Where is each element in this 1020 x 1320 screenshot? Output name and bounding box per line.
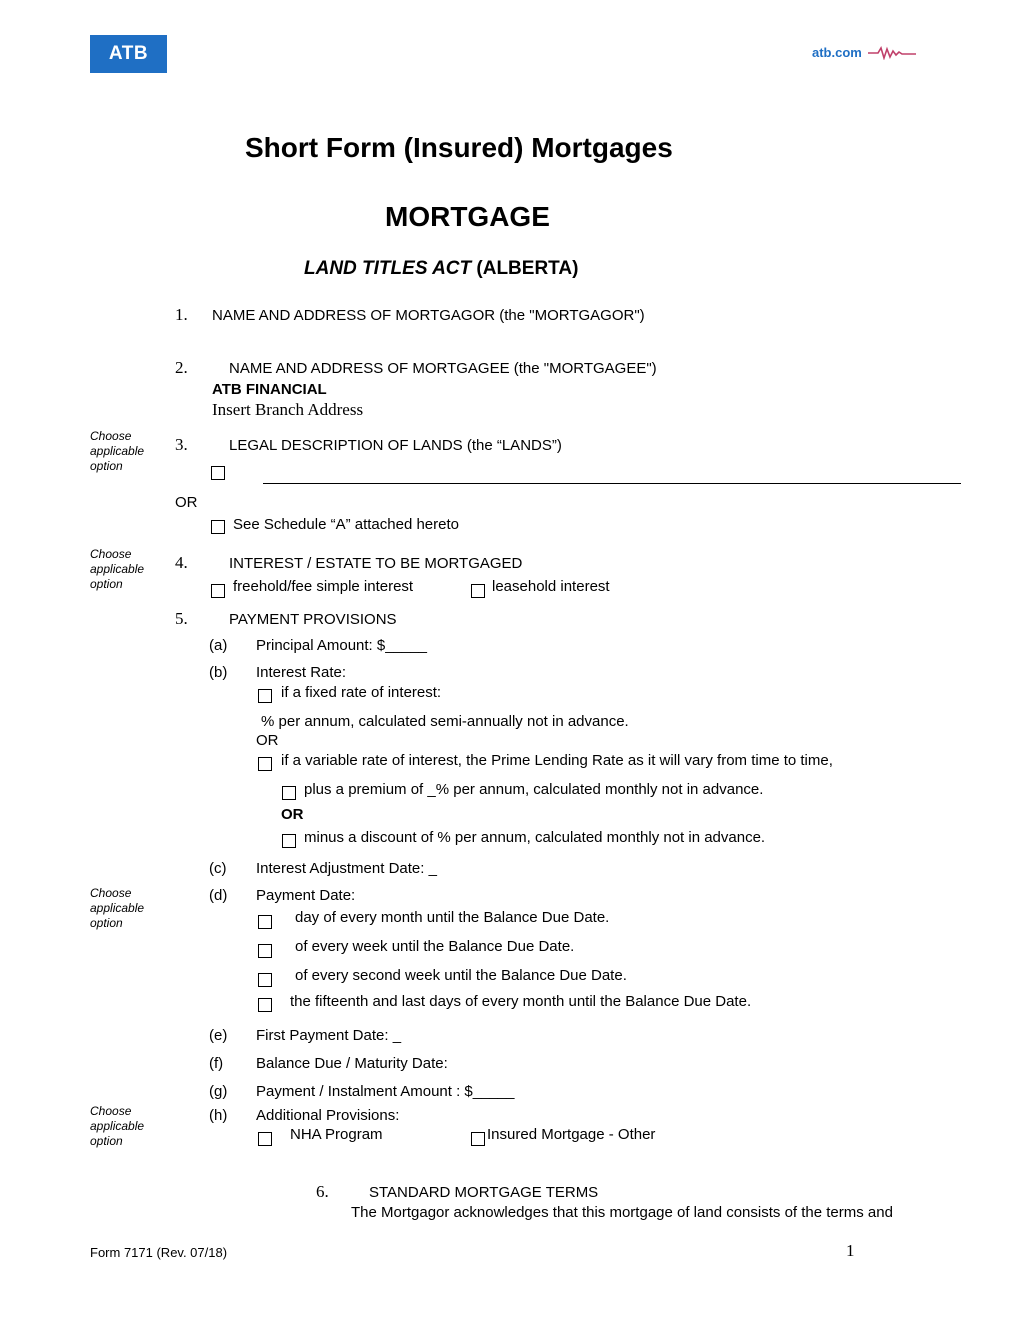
variable-rate-checkbox[interactable] (258, 757, 272, 771)
premium-checkbox[interactable] (282, 786, 296, 800)
biweekly-payment-checkbox[interactable] (258, 973, 272, 987)
mortgagee-name: ATB FINANCIAL (212, 381, 327, 398)
weekly-payment-label: of every week until the Balance Due Date. (295, 938, 575, 955)
site-url: atb.com (812, 45, 862, 60)
form-number: Form 7171 (Rev. 07/18) (90, 1245, 228, 1260)
schedule-a-checkbox[interactable] (211, 520, 225, 534)
section-1-number: 1. (175, 305, 188, 324)
section-3-number: 3. (175, 435, 188, 454)
discount-label: minus a discount of % per annum, calculated monthly not in advance. (304, 829, 766, 846)
payment-date-label: Payment Date: (256, 887, 356, 904)
fixed-rate-label: if a fixed rate of interest: (281, 684, 442, 701)
biweekly-payment-label: of every second week until the Balance Due Date. (295, 967, 627, 984)
rate-or-separator: OR (256, 732, 279, 749)
section-6-text: The Mortgagor acknowledges that this mortgage of land consists of the terms and (351, 1204, 893, 1221)
act-name: LAND TITLES ACT (304, 258, 472, 279)
variable-rate-label: if a variable rate of interest, the Prime Lending Rate as it will vary from time to time, (281, 752, 833, 769)
section-6-label: STANDARD MORTGAGE TERMS (369, 1184, 599, 1201)
section-1-label: NAME AND ADDRESS OF MORTGAGOR (the "MORTGAGOR") (212, 307, 645, 324)
wave-icon (868, 46, 916, 60)
mortgagee-address: Insert Branch Address (212, 400, 364, 419)
item-a-letter: (a) (209, 637, 228, 654)
interest-rate-label: Interest Rate: (256, 664, 347, 681)
choose-note-h: Choose applicable option (90, 1104, 145, 1148)
site-brand (812, 45, 916, 60)
additional-provisions-label: Additional Provisions: (256, 1107, 400, 1124)
choose-note-4: Choose applicable option (90, 547, 145, 591)
page-title: Short Form (Insured) Mortgages (245, 132, 673, 163)
fixed-rate-checkbox[interactable] (258, 689, 272, 703)
section-5-label: PAYMENT PROVISIONS (229, 611, 397, 628)
monthly-payment-label: day of every month until the Balance Due Date. (295, 909, 610, 926)
section-4-label: INTEREST / ESTATE TO BE MORTGAGED (229, 555, 523, 572)
choose-note-d: Choose applicable option (90, 886, 145, 930)
nha-program-label: NHA Program (290, 1126, 383, 1143)
item-f-letter: (f) (209, 1055, 224, 1072)
or-separator: OR (175, 494, 198, 511)
page-number: 1 (846, 1241, 855, 1260)
choose-note-3: Choose applicable option (90, 429, 145, 473)
discount-checkbox[interactable] (282, 834, 296, 848)
first-payment-date[interactable]: First Payment Date: _ (256, 1027, 402, 1044)
insured-other-checkbox[interactable] (471, 1132, 485, 1146)
weekly-payment-checkbox[interactable] (258, 944, 272, 958)
freehold-checkbox[interactable] (211, 584, 225, 598)
item-b-letter: (b) (209, 664, 228, 681)
item-c-letter: (c) (209, 860, 227, 877)
legal-description-line[interactable] (263, 483, 961, 484)
monthly-payment-checkbox[interactable] (258, 915, 272, 929)
section-4-number: 4. (175, 553, 188, 572)
schedule-a-label: See Schedule “A” attached hereto (233, 516, 459, 533)
act-title (304, 258, 578, 280)
fixed-rate-detail: % per annum, calculated semi-annually not in advance. (261, 713, 629, 730)
item-g-letter: (g) (209, 1083, 228, 1100)
premium-or-separator: OR (281, 806, 304, 823)
leasehold-label: leasehold interest (492, 578, 610, 595)
principal-amount[interactable]: Principal Amount: $_____ (256, 637, 427, 654)
semimonthly-payment-checkbox[interactable] (258, 998, 272, 1012)
document-type: MORTGAGE (385, 201, 550, 232)
semimonthly-payment-label: the fifteenth and last days of every month until the Balance Due Date. (290, 993, 752, 1010)
legal-description-checkbox[interactable] (211, 466, 225, 480)
act-jurisdiction: (ALBERTA) (476, 258, 579, 279)
atb-logo: ATB (90, 35, 167, 73)
section-2-number: 2. (175, 358, 188, 377)
leasehold-checkbox[interactable] (471, 584, 485, 598)
section-2-label: NAME AND ADDRESS OF MORTGAGEE (the "MORTGAGEE") (229, 360, 657, 377)
item-d-letter: (d) (209, 887, 228, 904)
item-e-letter: (e) (209, 1027, 228, 1044)
item-h-letter: (h) (209, 1107, 228, 1124)
nha-program-checkbox[interactable] (258, 1132, 272, 1146)
section-5-number: 5. (175, 609, 188, 628)
interest-adjustment-date[interactable]: Interest Adjustment Date: _ (256, 860, 437, 877)
instalment-amount[interactable]: Payment / Instalment Amount : $_____ (256, 1083, 515, 1100)
section-6-number: 6. (316, 1182, 329, 1201)
section-3-label: LEGAL DESCRIPTION OF LANDS (the “LANDS”) (229, 437, 562, 454)
insured-other-label: Insured Mortgage - Other (487, 1126, 656, 1143)
maturity-date[interactable]: Balance Due / Maturity Date: (256, 1055, 448, 1072)
freehold-label: freehold/fee simple interest (233, 578, 414, 595)
premium-label: plus a premium of _% per annum, calculated monthly not in advance. (304, 781, 764, 798)
